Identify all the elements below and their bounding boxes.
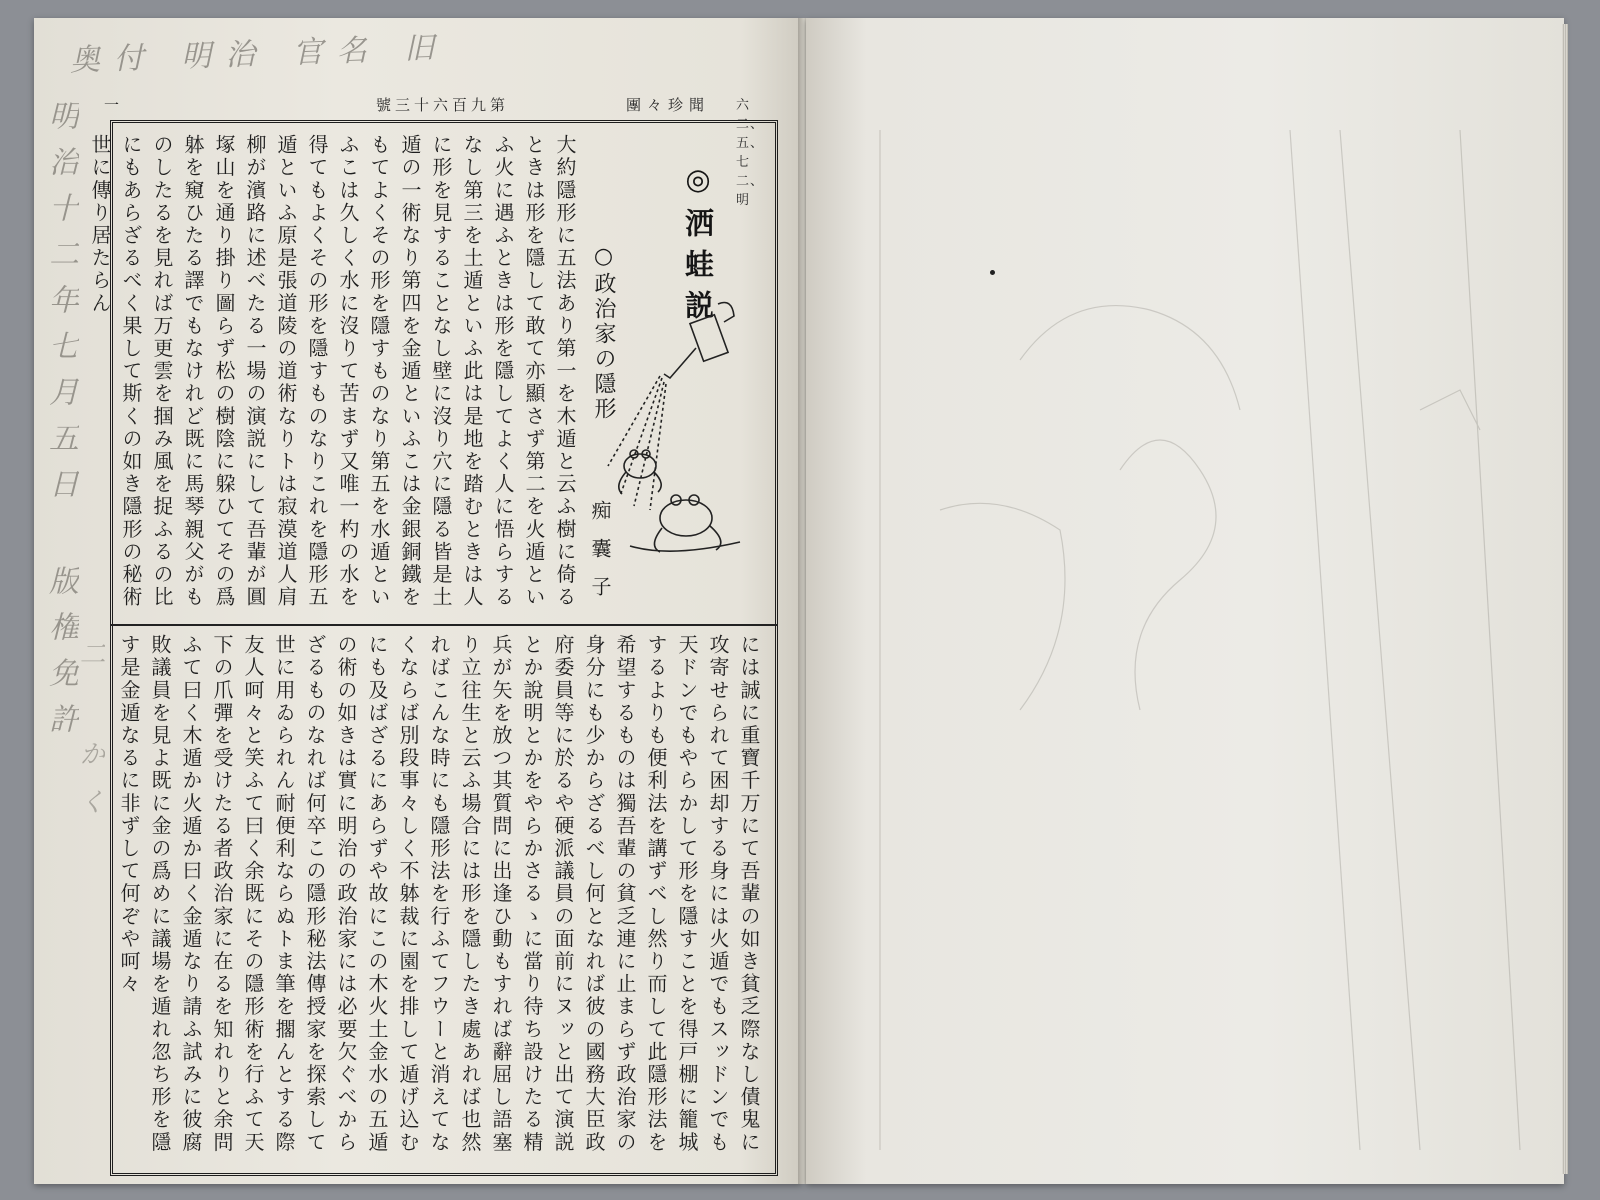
section-divider — [110, 624, 778, 626]
running-header — [96, 92, 776, 208]
article-body-lower: には誠に重寶千万にて吾輩の如き貧乏際なし債鬼に攻寄せられて困却する身には火遁でもスッドンでも天ドンでもやらかして形を隱すことを得戸棚に籠城するよりも便利法を講ずべし然り而して此隱形法を希望するものは獨吾輩の貧乏連に止まらず政治家の身分にも少からざるべし何となれば彼の國務大臣政府委員等に於るや硬派議員の面前にヌッと出て演説とか說明とかをやらかさるゝに當り待ち設けたる精兵が矢を放つ其質問に出逢ひ動もすれば辭屈し語塞り立往生と云ふ場合には形を隱したき處あれば也然ればこんな時にも隱形法を行ふてフウーと消えてなくならば別段事々しく不躰裁に園を排して遁げ込むにも及ばざるにあらずや故にこの木火土金水の五遁の術の如きは實に明治の政治家には必要欠ぐべからざるものなれば何卒この隱形秘法傳授家を探索して世に用ゐられん耐便利ならぬトま筆を擱んとする際友人呵々と笑ふて曰く余既にその隱形術を行ふて天下の爪彈を受けたる者政治家に在るを知れりと余問ふて曰く木遁か火遁か曰く金遁なり請ふ試みに彼腐敗議員を見よ既に金の爲めに議場を遁れ忽ち形を隱す是金遁なるに非ずして何ぞや呵々 — [117, 634, 761, 1154]
article-author: 痴囊子 — [588, 500, 612, 614]
show-through-image — [820, 110, 1540, 1170]
handwritten-note-top: 奥付 明治 官名 旧 — [69, 30, 449, 79]
article-body-upper: 大約隱形に五法あり第一を木遁と云ふ樹に倚るときは形を隱して敢て亦顯さず第二を火遁といふ火に遇ふときは形を隱してよく人に悟らするなし第三を土遁といふ此は是地を踏むときは人に形を見することなし壁に沒り穴に隱る皆是土遁の一術なり第四を金遁といふこは金銀銅鐵をもてよくその形を隱すものなり第五を水遁といふこは久しく水に沒りて苦まず又唯一杓の水を得てもよくその形を隱すものなりこれを隱形五遁といふ原是張道陵の道術なりトは寂漠道人肩柳が濱路に述べたる一場の演説にして吾輩が圓塚山を通り掛り圖らず松の樹陰に躱ひてその爲躰を窺ひたる譯でもなけれど既に馬琴親父がものしたるを見れば万更雲を掴み風を捉ふるの比にもあらざるべく果して斯くの如き隱形の秘術世に傳り居たらん — [88, 134, 577, 609]
article-subheading: ○政治家の隱形 — [591, 244, 616, 422]
issue-number: 號三十六百九第 — [376, 96, 510, 114]
article-heading: ◎洒蛙説 — [681, 162, 715, 331]
ink-dot — [990, 270, 995, 275]
page-number: 一 — [104, 96, 120, 114]
handwritten-note-left: 明治十二年七月五日 版権免許 — [43, 100, 78, 749]
handwritten-note-left-2: 二 かく — [75, 640, 105, 836]
issue-date: 六二、五、七二、明 — [736, 98, 765, 208]
magazine-title: 團々珍聞 — [626, 96, 711, 114]
frog-watering-can-illustration — [600, 296, 750, 556]
